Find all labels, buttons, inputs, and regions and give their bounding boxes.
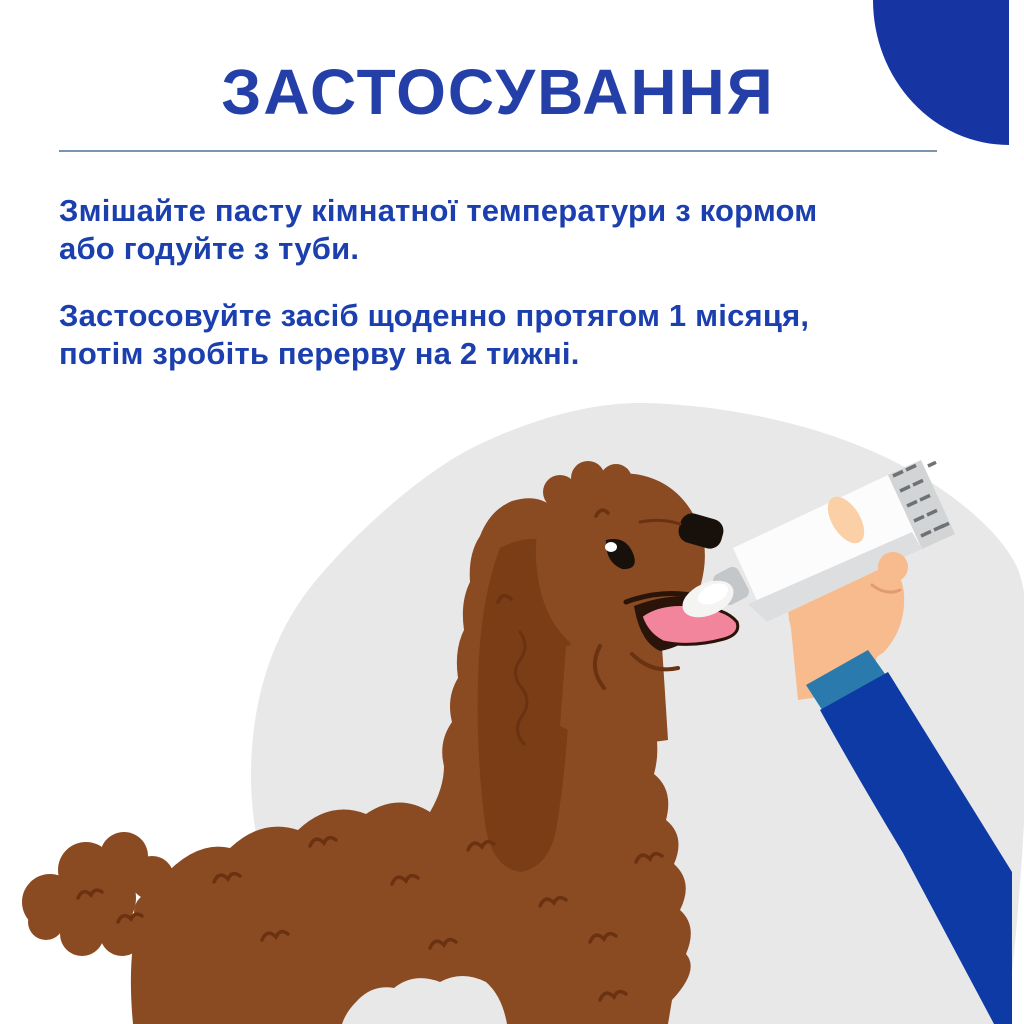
page-title: ЗАСТОСУВАННЯ — [221, 56, 775, 128]
index-finger-tip — [878, 552, 908, 582]
instruction-line: або годуйте з туби. — [59, 231, 360, 266]
instruction-line: Змішайте пасту кімнатної температури з кормом — [59, 193, 818, 228]
dog-eye-highlight — [605, 542, 617, 552]
instruction-line: потім зробіть перерву на 2 тижні. — [59, 336, 580, 371]
instruction-line: Застосовуйте засіб щоденно протягом 1 місяця, — [59, 298, 810, 333]
dog-neck — [560, 642, 668, 743]
